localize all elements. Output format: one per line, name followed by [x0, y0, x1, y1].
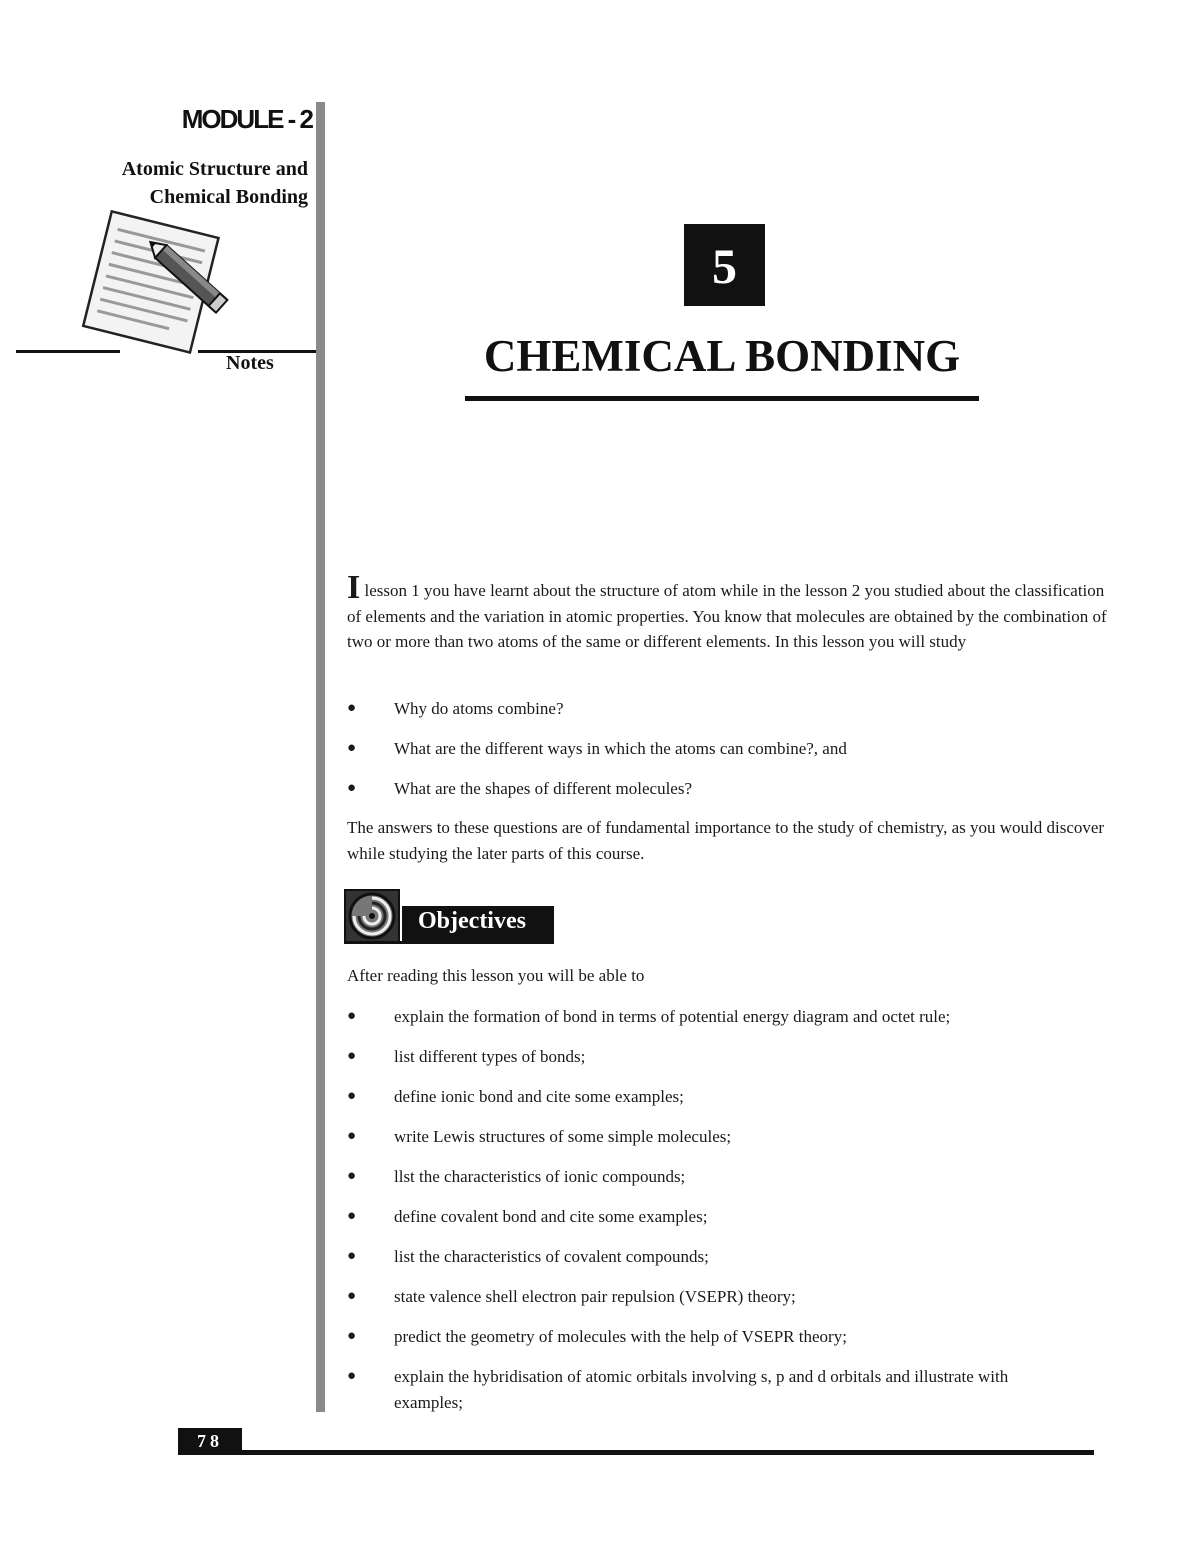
closing-paragraph: The answers to these questions are of fundamental importance to the study of chemistry, as you would discover while studying the later parts of this course. [347, 818, 1105, 863]
module-subject-line-1: Atomic Structure and [121, 158, 308, 180]
bullet-icon: ● [347, 1008, 357, 1024]
objective-text: list the characteristics of covalent compounds; [394, 1247, 709, 1266]
intro-paragraph [347, 569, 1117, 655]
bullet-icon: ● [347, 1208, 357, 1224]
objective-text: define covalent bond and cite some examples; [394, 1207, 708, 1226]
objectives-underline [344, 941, 554, 944]
question-text: What are the different ways in which the atoms can combine?, and [394, 739, 847, 758]
module-label: MODULE - 2 [181, 104, 312, 134]
objective-text: explain the hybridisation of atomic orbitals involving s, p and d orbitals and illustrate with examples; [394, 1367, 1009, 1412]
notes-rule-left [16, 350, 120, 353]
target-spiral-icon [344, 889, 400, 943]
title-underline [465, 396, 979, 401]
chapter-title: CHEMICAL BONDING [483, 331, 961, 381]
objectives-heading: Objectives [402, 906, 554, 944]
bullet-icon: ● [347, 1088, 357, 1104]
bullet-icon: ● [347, 780, 357, 796]
notepad-pencil-icon [58, 208, 238, 368]
chapter-number: 5 [684, 224, 765, 306]
bullet-icon: ● [347, 1048, 357, 1064]
notes-label: Notes [226, 352, 274, 374]
margin-divider [316, 102, 325, 1412]
intro-text: lesson 1 you have learnt about the structure of atom while in the lesson 2 you studied about the classification of elements and the variation in atomic properties. You know that molecules are obtained by the combination of two or more than two atoms of the same or different elements. In this lesson you will study [347, 581, 1107, 651]
bullet-icon: ● [347, 700, 357, 716]
objective-text: write Lewis structures of some simple molecules; [394, 1127, 732, 1146]
objective-text: llst the characteristics of ionic compounds; [394, 1167, 686, 1186]
objective-text: explain the formation of bond in terms of potential energy diagram and octet rule; [394, 1007, 951, 1026]
bullet-icon: ● [347, 1248, 357, 1264]
page-number: 78 [178, 1428, 242, 1455]
question-text: Why do atoms combine? [394, 699, 564, 718]
bullet-icon: ● [347, 1128, 357, 1144]
bullet-icon: ● [347, 1288, 357, 1304]
module-subject [40, 155, 308, 211]
bullet-icon: ● [347, 740, 357, 756]
question-text: What are the shapes of different molecules? [394, 779, 692, 798]
bullet-icon: ● [347, 1368, 357, 1384]
objectives-lead: After reading this lesson you will be able to [347, 966, 645, 985]
footer-rule [242, 1450, 1094, 1455]
bullet-icon: ● [347, 1328, 357, 1344]
objective-text: predict the geometry of molecules with the help of VSEPR theory; [394, 1327, 847, 1346]
drop-cap: I [347, 569, 361, 606]
bullet-icon: ● [347, 1168, 357, 1184]
objective-text: state valence shell electron pair repulsion (VSEPR) theory; [394, 1287, 796, 1306]
objective-text: define ionic bond and cite some examples; [394, 1087, 684, 1106]
objective-text: list different types of bonds; [394, 1047, 586, 1066]
module-subject-line-2: Chemical Bonding [149, 186, 308, 208]
